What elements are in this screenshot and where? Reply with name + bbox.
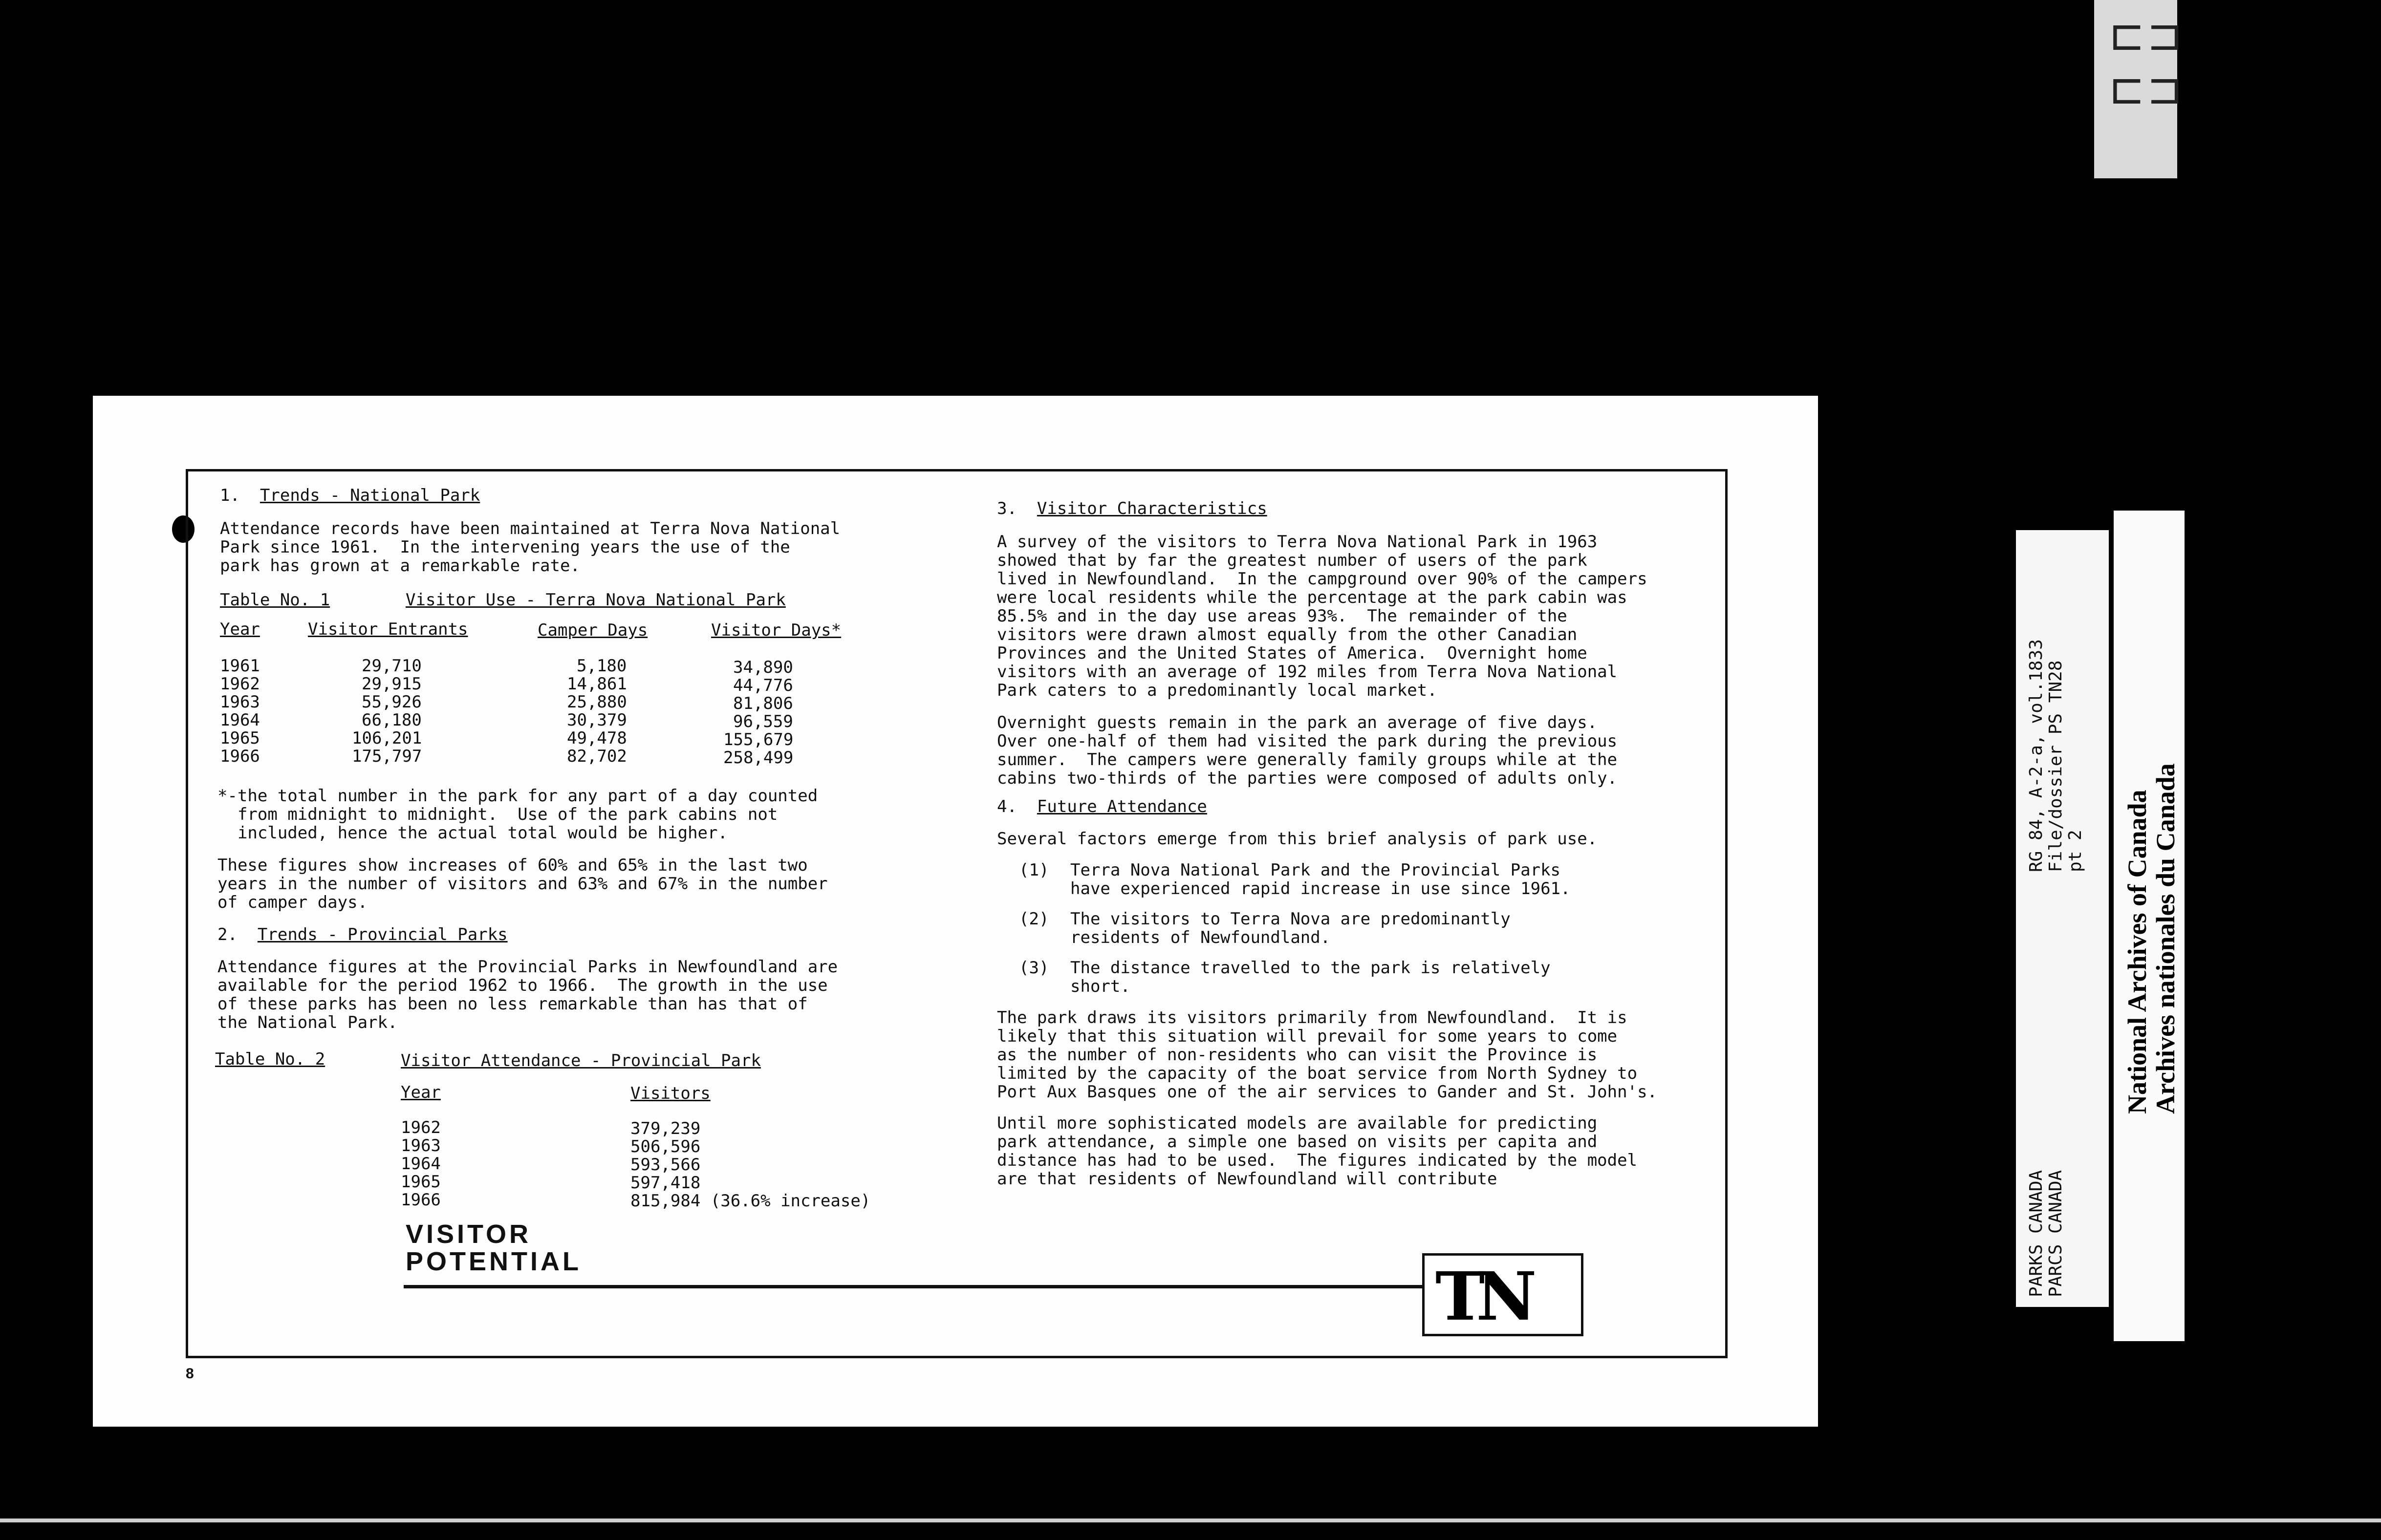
table1-cell: 25,880 (567, 692, 627, 712)
table2-cell: 1965 (401, 1172, 441, 1192)
left-column-lower (217, 787, 999, 1032)
logo-line1: VISITOR (406, 1219, 532, 1249)
table2-cell: 593,566 (630, 1155, 701, 1175)
table1-cell: 82,702 (567, 747, 627, 766)
table2-cell: 597,418 (630, 1173, 701, 1193)
section3-paragraph2: Overnight guests remain in the park an average of five days. Over one-half of them had visited the park during the previous summer. The campers were generally family groups while at the cabins two-thirds of the parties were composed of adults only. (997, 713, 1618, 788)
section4-paragraph2: Until more sophisticated models are available for predicting park attendance, a simple one based on visits per capita and distance has had to be used. The figures indicated by the model are that residents of Newfoundland will contribute (997, 1113, 1638, 1189)
factor-item (997, 861, 1779, 900)
section1-number: 1. (220, 486, 240, 505)
archive-reference-label (2016, 530, 2109, 1307)
factor-item (997, 959, 1779, 998)
table1-cell: 44,776 (733, 676, 793, 695)
factor-list (997, 861, 1779, 998)
increases-paragraph: These figures show increases of 60% and 65% in the last two years in the number of visitors and 63% and 67% in the number of camper days. (217, 856, 828, 912)
table1-cell: 1962 (220, 674, 260, 694)
section4-paragraph1: The park draws its visitors primarily from Newfoundland. It is likely that this situation will prevail for some years to come as the number of non-residents who can visit the Province is limited by the capacity of the boat service from North Sydney to Port Aux Basques one of the air services to Gander and St. John's. (997, 1008, 1658, 1102)
table2-cell: 506,596 (630, 1137, 701, 1156)
page-number: 8 (186, 1366, 194, 1382)
table1-cell: 96,559 (733, 712, 793, 731)
section4-number: 4. (997, 797, 1017, 816)
factor-text: Terra Nova National Park and the Provincial Parks have experienced rapid increase in use since 1961. (1070, 860, 1571, 898)
archive-reference-line: RG 84, A-2-a, vol.1833 (2026, 639, 2046, 872)
table1-cell: 1965 (220, 728, 260, 748)
logo-line2: POTENTIAL (406, 1247, 582, 1276)
corner-mark-2: ⊏⊐ (2109, 64, 2185, 114)
table2-header-visitors: Visitors (630, 1084, 711, 1103)
table2 (215, 1050, 973, 1212)
logo-rule (404, 1285, 1425, 1288)
section2-heading: Trends - Provincial Parks (257, 925, 508, 944)
national-archives-fr: Archives nationales du Canada (2151, 763, 2180, 1114)
table2-cell: 1963 (401, 1136, 441, 1155)
table1-cell: 66,180 (362, 710, 422, 730)
section2-number: 2. (217, 925, 238, 944)
corner-mark: ⊏⊐ (2109, 10, 2185, 60)
section3-heading: Visitor Characteristics (1037, 499, 1267, 518)
table1-cell: 5,180 (577, 656, 627, 676)
table1-header-entrants: Visitor Entrants (308, 620, 468, 639)
table2-cell: 379,239 (630, 1119, 701, 1138)
table1-cell: 34,890 (733, 658, 793, 677)
factor-number: (3) (1019, 958, 1049, 978)
tn-logo-mark: TN (1435, 1258, 1528, 1336)
table1-cell: 29,710 (362, 656, 422, 676)
section3-number: 3. (997, 499, 1017, 518)
table1-cell: 49,478 (567, 728, 627, 748)
right-column (997, 499, 1779, 1188)
tn-logo-box (1422, 1253, 1583, 1336)
document-page (93, 396, 1818, 1427)
archive-reference-line: pt 2 (2065, 830, 2085, 872)
table1-cell: 175,797 (352, 747, 422, 766)
table1-cell: 30,379 (567, 710, 627, 730)
table2-cell: 1964 (401, 1154, 441, 1174)
factor-item (997, 910, 1779, 949)
table2-cell: 1966 (401, 1190, 441, 1210)
table1 (220, 591, 1002, 787)
table2-title: Visitor Attendance - Provincial Park (401, 1051, 761, 1070)
table1-cell: 1961 (220, 656, 260, 676)
table2-label: Table No. 2 (215, 1049, 325, 1069)
parks-canada-label: PARKS CANADA (2026, 1170, 2046, 1297)
table1-label: Table No. 1 (220, 590, 330, 610)
table2-cell: 1962 (401, 1118, 441, 1137)
factor-text: The visitors to Terra Nova are predominantly residents of Newfoundland. (1070, 909, 1511, 947)
table1-header-visitordays: Visitor Days* (711, 620, 842, 640)
table1-cell: 258,499 (723, 748, 794, 768)
table1-footnote: *-the total number in the park for any part of a day counted from midnight to midnight. Use of the park cabins not included, hence the actual total would be higher. (217, 786, 818, 843)
factor-number: (2) (1019, 909, 1049, 929)
table1-header-camper: Camper Days (538, 620, 648, 640)
table2-cell: 815,984 (36.6% increase) (630, 1191, 871, 1211)
table1-cell: 55,926 (362, 692, 422, 712)
table1-cell: 14,861 (567, 674, 627, 694)
section4-intro: Several factors emerge from this brief analysis of park use. (997, 829, 1598, 849)
scanner-edge-strip (0, 1519, 2381, 1522)
national-archives-en: National Archives of Canada (2122, 790, 2152, 1114)
section4-heading: Future Attendance (1037, 797, 1207, 816)
section2-paragraph: Attendance figures at the Provincial Parks in Newfoundland are available for the period 1962 to 1966. The growth in the use of these parks has been no less remarkable than has that of the National Park. (217, 957, 838, 1032)
archive-reference-line: File/dossier PS TN28 (2046, 660, 2066, 872)
table1-cell: 29,915 (362, 674, 422, 694)
table1-title: Visitor Use - Terra Nova National Park (406, 590, 786, 610)
national-archives-label (2114, 511, 2185, 1341)
section1-heading: Trends - National Park (260, 486, 480, 505)
table1-cell: 155,679 (723, 730, 794, 749)
film-corner-tab (2094, 0, 2185, 178)
table1-cell: 81,806 (733, 694, 793, 713)
factor-text: The distance travelled to the park is relatively short. (1070, 958, 1551, 996)
table1-cell: 106,201 (352, 728, 422, 748)
section3-paragraph1: A survey of the visitors to Terra Nova National Park in 1963 showed that by far the greatest number of users of the park lived in Newfoundland. In the campground over 90% of the campers were local residents while the percentage at the park cabin was 85.5% and in the day use areas 93%. The remainder of the visitors were drawn almost equally from the other Canadian Provinces and the United States of America. Overnight home visitors with an average of 192 miles from Terra Nova National Park caters to a predominantly local market. (997, 532, 1647, 700)
table1-header-year: Year (220, 620, 260, 639)
parcs-canada-label: PARCS CANADA (2046, 1170, 2066, 1297)
table1-cell: 1964 (220, 710, 260, 730)
visitor-potential-logo (406, 1220, 582, 1275)
table1-cell: 1966 (220, 747, 260, 766)
table2-header-year: Year (401, 1083, 441, 1102)
factor-number: (1) (1019, 860, 1049, 880)
section1-paragraph: Attendance records have been maintained at Terra Nova National Park since 1961. In the intervening years the use of the park has grown at a remarkable rate. (220, 519, 841, 576)
table1-cell: 1963 (220, 692, 260, 712)
left-column (220, 486, 1002, 575)
